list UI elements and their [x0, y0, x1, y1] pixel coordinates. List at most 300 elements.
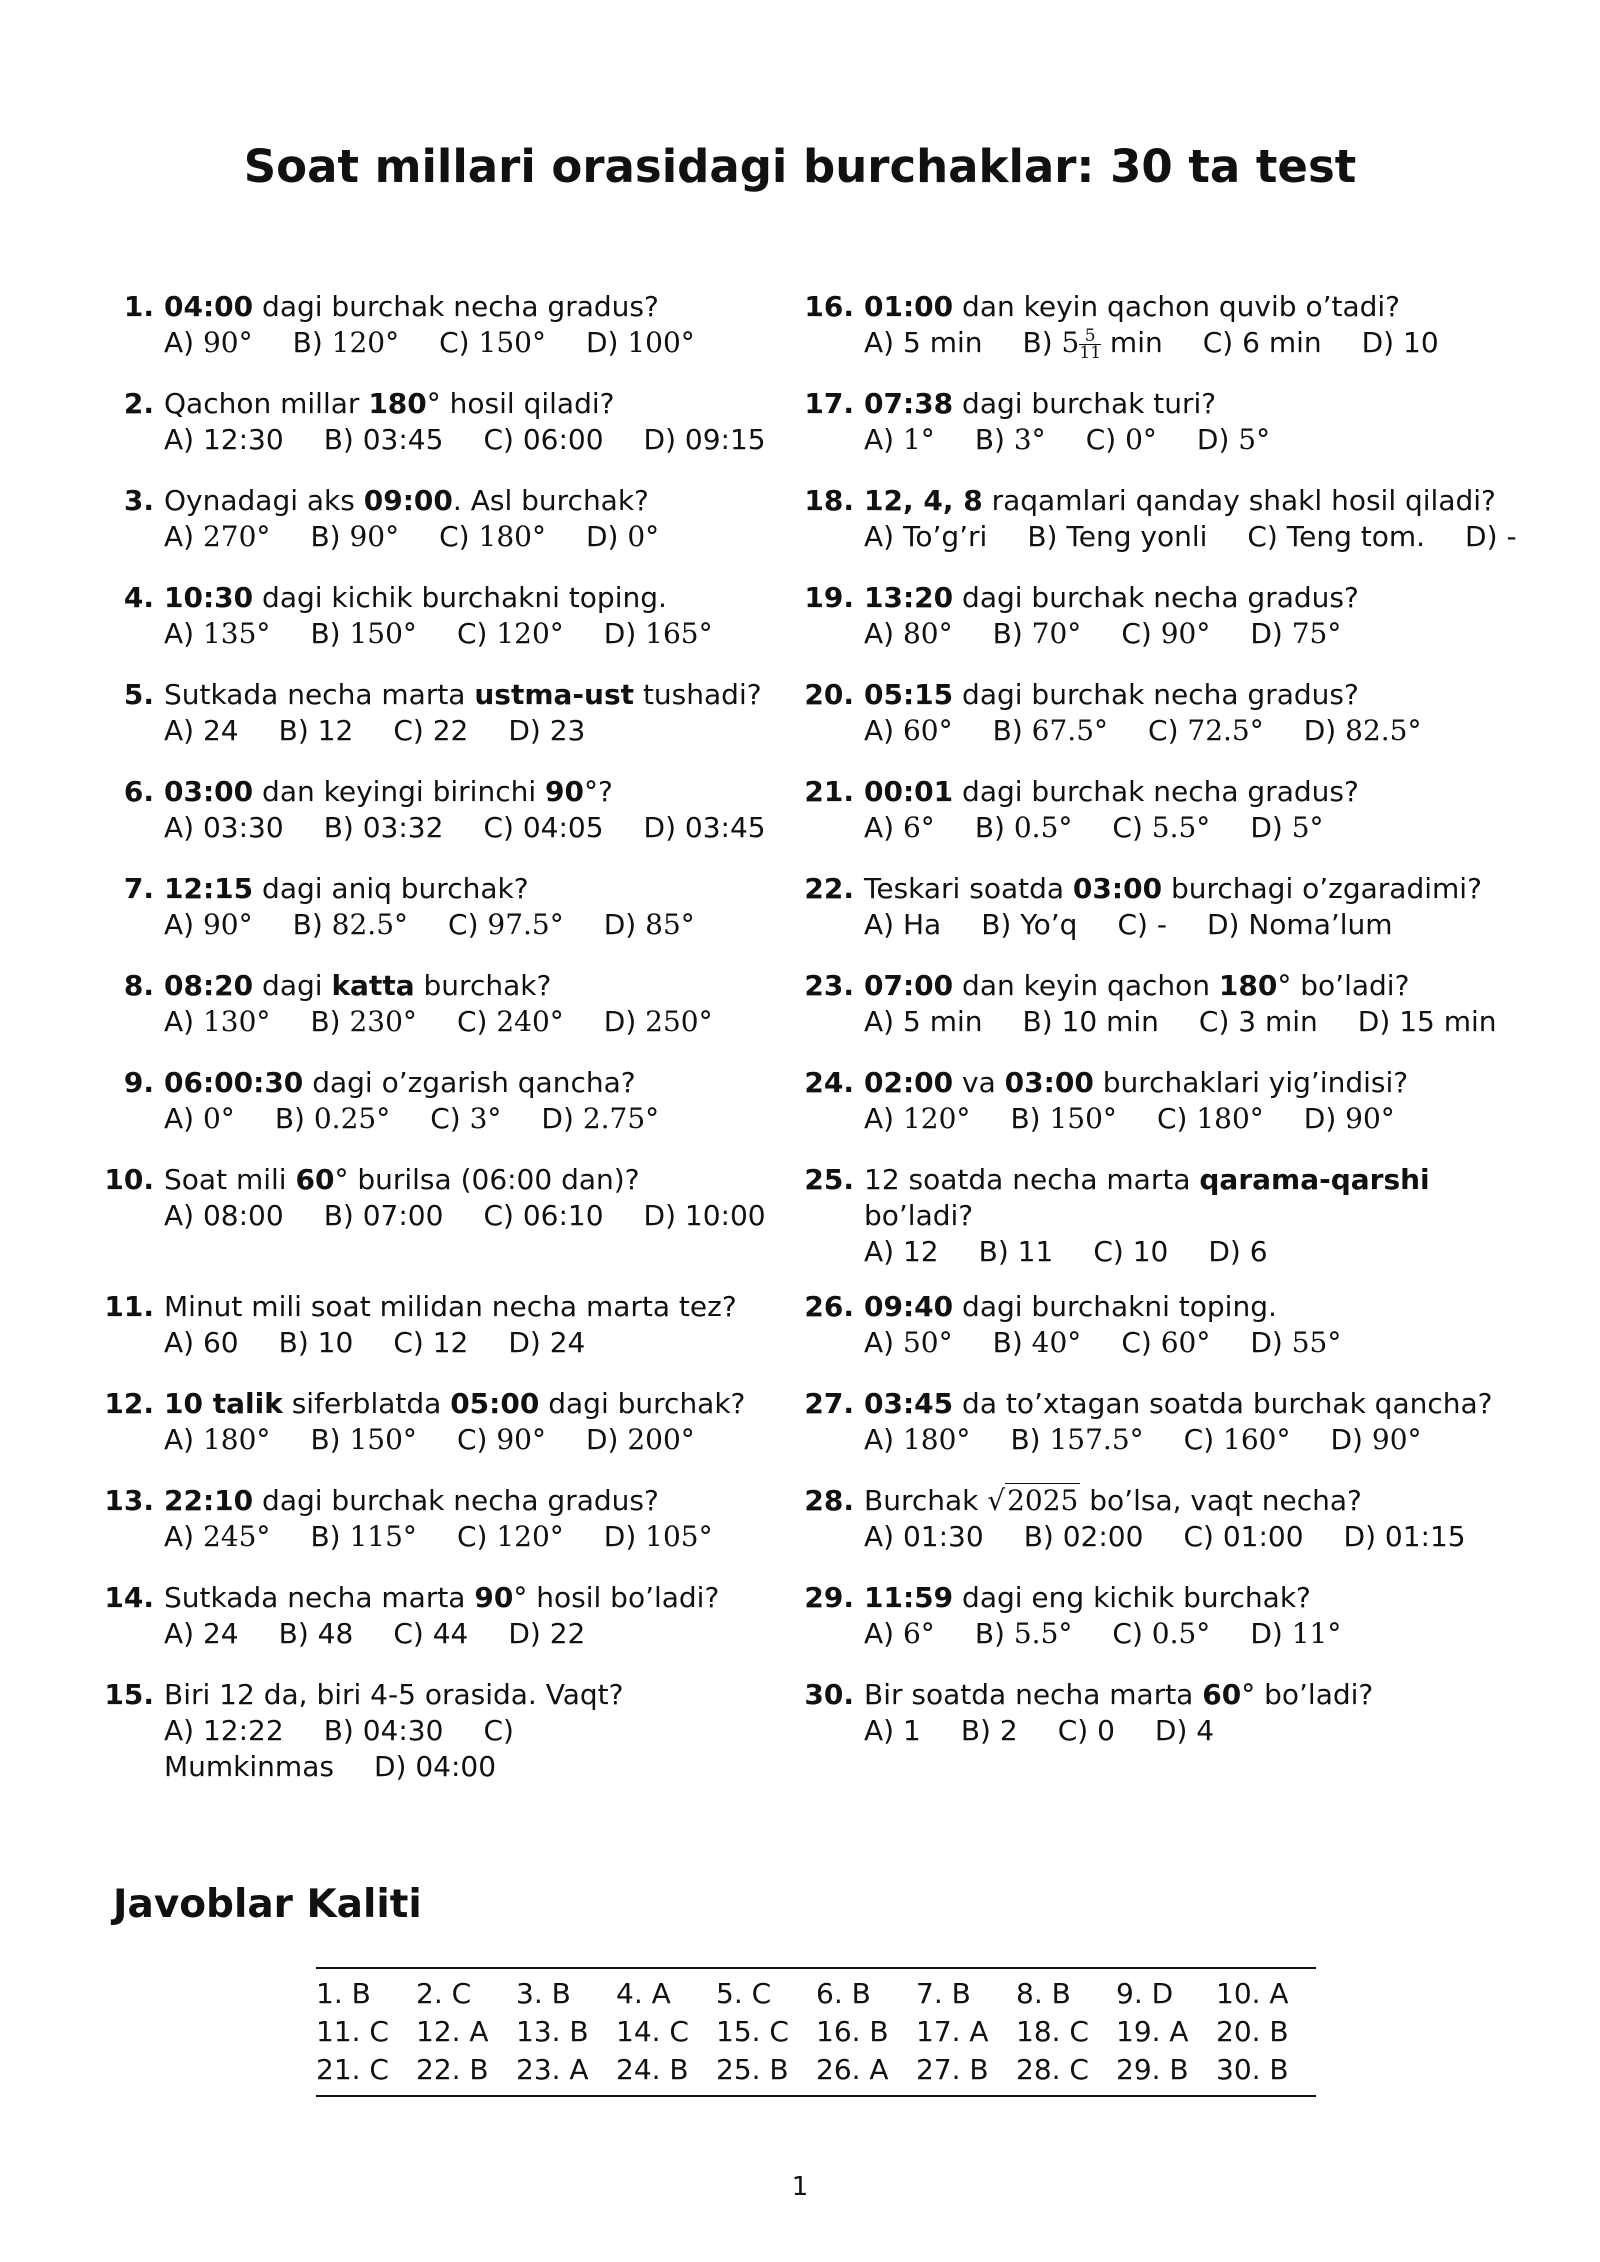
option-b: [279, 1617, 354, 1650]
options-row: [864, 1713, 1464, 1749]
option-letter: B): [323, 1199, 354, 1232]
option-value: 24: [202, 714, 239, 747]
bold-text: 60: [1202, 1678, 1242, 1711]
question-body: [864, 1162, 1464, 1289]
option-c: [430, 1102, 501, 1135]
bold-text: 03:00: [164, 775, 254, 808]
option-a: [164, 811, 284, 844]
option-letter: A): [864, 1005, 895, 1038]
option-letter: B): [992, 714, 1023, 747]
answer-key-row: [316, 2051, 1316, 2096]
answer-key-cell: 3. B: [516, 1977, 571, 2010]
questions-column-right: [796, 289, 1517, 1774]
option-d: [1250, 1617, 1341, 1650]
option-letter: A): [164, 326, 195, 359]
question-item: [96, 774, 766, 871]
option-letter: A): [864, 1520, 895, 1553]
option-value: 60°: [902, 714, 953, 747]
question-number: 11.: [104, 1290, 154, 1323]
answer-key-cell: 30. B: [1216, 2053, 1289, 2086]
stem-text: dagi kichik burchakni toping.: [253, 581, 667, 614]
option-value: 1°: [902, 423, 935, 456]
option-d: [604, 1005, 713, 1038]
option-value: 10: [317, 1326, 354, 1359]
option-letter: B): [292, 908, 323, 941]
question-number: 7.: [123, 872, 154, 905]
option-value: 11°: [1291, 1617, 1342, 1650]
option-b: [993, 714, 1108, 747]
option-c: [1112, 1617, 1210, 1650]
option-d: [586, 1423, 695, 1456]
question-item: [796, 1386, 1493, 1483]
question-stem: [864, 1289, 1464, 1325]
question-stem: [164, 1580, 764, 1616]
option-value: 90°: [349, 520, 400, 553]
options-row: [864, 422, 1464, 458]
option-value: 01:15: [1384, 1520, 1466, 1553]
options-row: [864, 519, 1517, 555]
option-value: 97.5°: [487, 908, 564, 941]
option-value: 12:30: [202, 423, 284, 456]
option-b: [979, 1235, 1054, 1268]
option-value: 240°: [496, 1005, 564, 1038]
option-letter: C): [456, 617, 488, 650]
stem-text: bo’ladi?: [1255, 1678, 1374, 1711]
answer-key-table: [316, 1967, 1316, 2097]
option-value: 3°: [469, 1102, 502, 1135]
stem-text: siferblatda: [282, 1387, 451, 1420]
option-letter: A): [164, 520, 195, 553]
bold-text: 90: [474, 1581, 514, 1614]
options-row: [164, 1519, 764, 1555]
option-value: -: [1506, 520, 1517, 553]
sqrt-expression: √2025: [987, 1484, 1079, 1517]
answer-key-cell: 12. A: [416, 2015, 489, 2048]
question-number: 27.: [804, 1387, 854, 1420]
question-body: [164, 386, 764, 483]
stem-text: dagi burchak necha gradus?: [253, 290, 659, 323]
question-number: 23.: [804, 969, 854, 1002]
option-value: 23: [549, 714, 586, 747]
option-b: [1024, 1520, 1144, 1553]
option-d: [1250, 811, 1323, 844]
option-c: [457, 1423, 546, 1456]
question-body: [864, 677, 1464, 774]
options-row: [164, 1325, 764, 1361]
option-letter: A): [864, 1326, 895, 1359]
answer-key-cell: 15. C: [716, 2015, 789, 2048]
bold-text: 12:15: [164, 872, 254, 905]
question-stem: [164, 1386, 764, 1422]
option-letter: D): [1250, 811, 1283, 844]
option-a: [864, 714, 953, 747]
question-number: 4.: [123, 581, 154, 614]
option-c: [393, 1617, 468, 1650]
option-letter: D): [1361, 326, 1395, 359]
option-value: -: [1156, 908, 1167, 941]
question-stem: [164, 677, 764, 713]
option-a: [864, 1005, 983, 1038]
option-d: [1155, 1714, 1214, 1747]
option-letter: C): [1117, 908, 1148, 941]
question-number: 12.: [104, 1387, 154, 1420]
option-value: 4: [1196, 1714, 1215, 1747]
option-letter: D): [1196, 423, 1230, 456]
option-letter: D): [643, 1199, 677, 1232]
option-value: 12:22: [202, 1714, 284, 1747]
question-body: [864, 289, 1464, 386]
bold-text: 13:20: [864, 581, 954, 614]
option-value: 157.5°: [1049, 1423, 1144, 1456]
option-value: 01:30: [902, 1520, 984, 1553]
fraction-denominator: 11: [1079, 342, 1102, 363]
option-letter: D): [508, 1326, 541, 1359]
question-item: [796, 968, 1497, 1065]
option-c: [1121, 617, 1210, 650]
answer-key-cell: 27. B: [916, 2053, 989, 2086]
answer-key-cell: 24. B: [616, 2053, 689, 2086]
stem-text: dagi eng kichik burchak?: [953, 1581, 1311, 1614]
options-row: [864, 1422, 1464, 1458]
option-a: [164, 520, 270, 553]
option-letter: B): [323, 1714, 354, 1747]
option-c: [457, 1005, 564, 1038]
option-letter: C): [1112, 1617, 1143, 1650]
option-a: [164, 1326, 239, 1359]
option-letter: A): [164, 423, 195, 456]
answer-key-cell: 20. B: [1216, 2015, 1289, 2048]
option-letter: D): [603, 617, 637, 650]
option-letter: C): [448, 908, 479, 941]
option-b: [293, 326, 400, 359]
stem-text: bo’ladi?: [1291, 969, 1410, 1002]
options-row: [164, 616, 764, 652]
question-item: [96, 677, 766, 774]
option-b: [981, 908, 1077, 941]
option-value: 150°: [1049, 1102, 1117, 1135]
question-number: 25.: [804, 1163, 854, 1196]
question-stem: [164, 968, 764, 1004]
question-item: [96, 1580, 766, 1677]
stem-text: Oynadagi aks: [164, 484, 364, 517]
stem-text: Bir soatda necha marta: [864, 1678, 1203, 1711]
question-item: [96, 1386, 766, 1483]
question-number: 29.: [804, 1581, 854, 1614]
option-d: [1344, 1520, 1466, 1553]
option-c: [457, 1520, 564, 1553]
option-d: [1362, 326, 1439, 359]
option-b: [324, 423, 444, 456]
option-letter: B): [278, 1617, 309, 1650]
question-item: [96, 968, 766, 1065]
option-a: [864, 1326, 953, 1359]
question-body: [164, 871, 764, 968]
stem-text: 12 soatda necha marta: [864, 1163, 1200, 1196]
stem-text: dagi burchak turi?: [953, 387, 1217, 420]
option-a: [864, 1520, 984, 1553]
question-item: [796, 774, 1466, 871]
option-value: 0.5°: [1013, 811, 1073, 844]
option-value: 75°: [1291, 617, 1342, 650]
question-number: 14.: [104, 1581, 154, 1614]
question-stem: [864, 1065, 1464, 1101]
answer-key-cell: 21. C: [316, 2053, 389, 2086]
bold-text: 04:00: [164, 290, 254, 323]
option-letter: D): [373, 1750, 407, 1783]
option-letter: C): [1085, 423, 1117, 456]
question-item: [96, 1289, 766, 1386]
option-letter: A): [864, 617, 895, 650]
answer-key-cell: 8. B: [1016, 1977, 1071, 2010]
option-value: Ha: [902, 908, 942, 941]
bold-text: 07:00: [864, 969, 954, 1002]
option-value: 40°: [1031, 1326, 1082, 1359]
option-letter: D): [508, 714, 541, 747]
options-row: [864, 1325, 1464, 1361]
option-a: [164, 1423, 270, 1456]
option-c: [1183, 1520, 1303, 1553]
option-value: 90°: [202, 908, 253, 941]
option-d: [1304, 714, 1422, 747]
option-c: [483, 811, 603, 844]
stem-text: dagi: [253, 969, 332, 1002]
question-body: [164, 677, 764, 774]
option-letter: D): [508, 1617, 541, 1650]
question-stem: [864, 289, 1464, 325]
option-c: [1058, 1714, 1115, 1747]
option-value: 12: [317, 714, 354, 747]
option-letter: A): [164, 617, 195, 650]
stem-text: dagi aniq burchak?: [253, 872, 529, 905]
stem-text: va: [953, 1066, 1005, 1099]
stem-text: Soat mili: [164, 1163, 296, 1196]
question-number: 18.: [804, 484, 854, 517]
option-b: [975, 811, 1073, 844]
math-text: °: [513, 1581, 528, 1614]
option-letter: A): [864, 423, 895, 456]
bold-text: 00:01: [864, 775, 954, 808]
option-value: 90°: [1160, 617, 1211, 650]
option-value: 1: [902, 1714, 921, 1747]
question-stem: [864, 386, 1464, 422]
option-a: [164, 714, 239, 747]
option-value: 5°: [1291, 811, 1324, 844]
bold-text: 03:45: [864, 1387, 954, 1420]
option-d: [1304, 1102, 1395, 1135]
option-letter: C): [439, 520, 470, 553]
answer-key-cell: 1. B: [316, 1977, 371, 2010]
option-b: [1022, 325, 1163, 363]
question-item: [96, 289, 766, 386]
option-d: [604, 617, 713, 650]
question-stem: [164, 871, 764, 907]
question-stem: [864, 1386, 1493, 1422]
answer-key-cell: 23. A: [516, 2053, 589, 2086]
option-value: 22: [549, 1617, 586, 1650]
option-value: 90°: [1345, 1102, 1395, 1135]
option-value: 0: [1097, 1714, 1115, 1747]
stem-text: dagi burchak necha gradus?: [953, 678, 1359, 711]
option-d: [374, 1750, 496, 1783]
question-body: [864, 1580, 1464, 1677]
question-body: [164, 1065, 764, 1162]
bold-text: 60: [295, 1163, 335, 1196]
bold-text: 22:10: [164, 1484, 254, 1517]
option-value: 5.5°: [1151, 811, 1211, 844]
question-body: [164, 774, 764, 871]
question-number: 2.: [123, 387, 154, 420]
option-b: [961, 1714, 1018, 1747]
option-value: 180°: [202, 1423, 271, 1456]
option-letter: D): [1206, 908, 1240, 941]
option-b: [324, 811, 444, 844]
option-value: 09:15: [684, 423, 766, 456]
option-value: 85°: [645, 908, 695, 941]
option-letter: C): [1057, 1714, 1089, 1747]
answer-key-cell: 26. A: [816, 2053, 889, 2086]
option-c: [1148, 714, 1264, 747]
options-row: [864, 325, 1464, 361]
option-value: 250°: [645, 1005, 713, 1038]
option-letter: A): [164, 811, 195, 844]
option-b: [310, 1423, 417, 1456]
answer-key-cell: 10. A: [1216, 1977, 1289, 2010]
stem-text: Minut mili soat milidan necha marta tez?: [164, 1290, 737, 1323]
options-row: [864, 616, 1464, 652]
option-letter: C): [1183, 1520, 1214, 1553]
sqrt-radicand: 2025: [1007, 1484, 1079, 1517]
question-body: [164, 1677, 764, 1804]
option-letter: B): [274, 1102, 305, 1135]
option-c: [1203, 326, 1322, 359]
question-item: [96, 1677, 766, 1804]
option-letter: B): [278, 714, 309, 747]
option-b: [1010, 1423, 1143, 1456]
option-letter: B): [974, 423, 1005, 456]
question-item: [96, 580, 766, 677]
option-letter: C): [1112, 811, 1143, 844]
question-body: [864, 1386, 1493, 1483]
option-a: [164, 326, 253, 359]
option-value: 60°: [1160, 1326, 1211, 1359]
option-value: 10 min: [1061, 1005, 1159, 1038]
option-letter: A): [164, 1005, 195, 1038]
option-letter: A): [864, 714, 895, 747]
question-body: [164, 1580, 764, 1677]
option-letter: C): [1183, 1423, 1215, 1456]
stem-text: burchagi o’zgaradimi?: [1162, 872, 1482, 905]
option-b: [1027, 520, 1207, 553]
option-letter: D): [585, 520, 619, 553]
option-value: 180°: [902, 1423, 971, 1456]
answer-key-cell: 4. A: [616, 1977, 671, 2010]
option-c: [448, 908, 564, 941]
question-number: 30.: [804, 1678, 854, 1711]
option-value: 50°: [902, 1326, 953, 1359]
option-letter: C): [456, 1423, 488, 1456]
option-letter: C): [1093, 1235, 1124, 1268]
option-letter: B): [974, 811, 1005, 844]
option-value: Noma’lum: [1248, 908, 1393, 941]
bold-text: 10 talik: [164, 1387, 283, 1420]
option-d: [1208, 1235, 1267, 1268]
option-value: 160°: [1223, 1423, 1291, 1456]
question-item: [796, 580, 1466, 677]
option-value: Teng yonli: [1066, 520, 1208, 553]
options-row: [164, 1004, 764, 1040]
question-item: [796, 289, 1466, 386]
bold-text: katta: [331, 969, 415, 1002]
option-a: [164, 1005, 270, 1038]
answer-key-cell: 19. A: [1116, 2015, 1189, 2048]
option-c: [439, 326, 546, 359]
option-letter: C): [483, 1714, 514, 1747]
option-letter: D): [1303, 1102, 1337, 1135]
option-letter: B): [1022, 326, 1053, 359]
option-d: [508, 1617, 585, 1650]
question-item: [96, 1065, 766, 1162]
option-value: 04:05: [522, 811, 604, 844]
option-b: [279, 1326, 354, 1359]
option-value: 22: [432, 714, 469, 747]
question-stem: [864, 1580, 1464, 1616]
question-stem: [164, 289, 764, 325]
option-value: 3 min: [1238, 1005, 1318, 1038]
option-value: To’g’ri: [902, 520, 988, 553]
question-number: 9.: [123, 1066, 154, 1099]
option-a: [864, 908, 941, 941]
option-letter: C): [393, 1326, 424, 1359]
option-c: [439, 520, 546, 553]
option-value: 5.5°: [1013, 1617, 1073, 1650]
option-value: 72.5°: [1187, 714, 1264, 747]
option-b: [275, 1102, 390, 1135]
question-number: 26.: [804, 1290, 854, 1323]
option-value: 0°: [202, 1102, 235, 1135]
stem-text: dagi burchak?: [539, 1387, 746, 1420]
question-body: [864, 1677, 1464, 1774]
option-value: 70°: [1031, 617, 1082, 650]
option-c: [1086, 423, 1157, 456]
option-letter: D): [643, 811, 677, 844]
option-value: 03:45: [684, 811, 766, 844]
bold-text: 180: [368, 387, 427, 420]
option-b: [324, 1714, 444, 1747]
question-body: [164, 968, 764, 1065]
bold-text: 03:00: [1072, 872, 1163, 905]
option-letter: C): [483, 811, 514, 844]
option-letter: B): [1023, 1520, 1054, 1553]
bold-text: 06:00:30: [164, 1066, 304, 1099]
option-letter: D): [1250, 1617, 1283, 1650]
stem-text: ?: [598, 775, 613, 808]
question-stem: [164, 1677, 764, 1713]
option-value: 10: [1403, 326, 1439, 359]
question-item: [796, 1677, 1466, 1774]
question-item: [796, 1162, 1466, 1289]
option-a: [164, 1520, 270, 1553]
question-stem: [864, 774, 1464, 810]
option-value: 120°: [496, 617, 564, 650]
bold-text: 02:00: [864, 1066, 954, 1099]
option-value: 105°: [645, 1520, 713, 1553]
options-row: [164, 810, 764, 846]
stem-text: burchaklari yig’indisi?: [1093, 1066, 1409, 1099]
question-body: [864, 580, 1464, 677]
stem-text: Teskari soatda: [864, 872, 1073, 905]
option-value: 245°: [202, 1520, 271, 1553]
option-d: [644, 423, 766, 456]
